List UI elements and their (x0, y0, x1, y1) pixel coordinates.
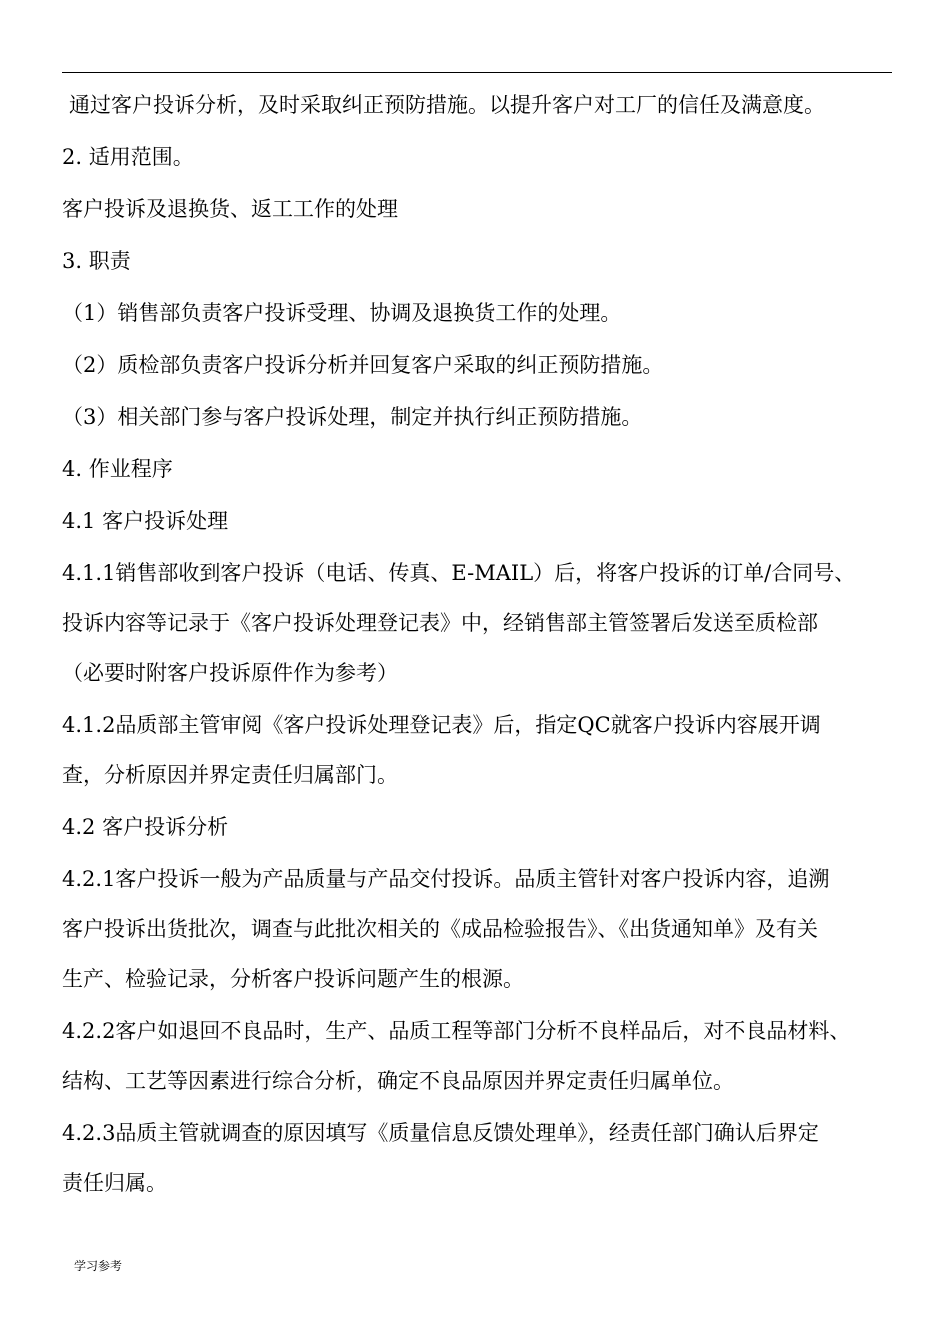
section-heading-procedure: 4. 作业程序 (62, 457, 173, 481)
header-rule (62, 72, 892, 73)
paragraph-line: 4.2.1客户投诉一般为产品质量与产品交付投诉。品质主管针对客户投诉内容，追溯 (62, 867, 830, 891)
paragraph-line: 客户投诉出货批次，调查与此批次相关的《成品检验报告》、《出货通知单》及有关 (62, 917, 818, 941)
paragraph-line: 通过客户投诉分析，及时采取纠正预防措施。以提升客户对工厂的信任及满意度。 (69, 93, 825, 117)
paragraph-line: 4.2.2客户如退回不良品时，生产、品质工程等部门分析不良样品后，对不良品材料、 (62, 1019, 851, 1043)
paragraph-line: 查，分析原因并界定责任归属部门。 (62, 763, 398, 787)
paragraph-line: （必要时附客户投诉原件作为参考） (62, 661, 398, 685)
paragraph-line: 4.1.1销售部收到客户投诉（电话、传真、E-MAIL）后，将客户投诉的订单/合同号、 (62, 561, 856, 585)
footer-note: 学习参考 (74, 1259, 123, 1273)
paragraph-line: 生产、检验记录，分析客户投诉问题产生的根源。 (62, 967, 524, 991)
subsection-heading: 4.1 客户投诉处理 (62, 509, 229, 533)
paragraph-line: 结构、工艺等因素进行综合分析，确定不良品原因并界定责任归属单位。 (62, 1069, 734, 1093)
paragraph-line: 客户投诉及退换货、返工工作的处理 (62, 197, 398, 221)
paragraph-line: 责任归属。 (62, 1171, 167, 1195)
paragraph-line: 4.2.3品质主管就调查的原因填写《质量信息反馈处理单》，经责任部门确认后界定 (62, 1121, 819, 1145)
paragraph-line: 4.1.2品质部主管审阅《客户投诉处理登记表》后，指定QC就客户投诉内容展开调 (62, 713, 821, 737)
list-item: （1）销售部负责客户投诉受理、协调及退换货工作的处理。 (62, 301, 622, 325)
list-item: （3）相关部门参与客户投诉处理，制定并执行纠正预防措施。 (62, 405, 643, 429)
section-heading-scope: 2. 适用范围。 (62, 145, 194, 169)
subsection-heading: 4.2 客户投诉分析 (62, 815, 229, 839)
paragraph-line: 投诉内容等记录于《客户投诉处理登记表》中，经销售部主管签署后发送至质检部 (62, 611, 818, 635)
section-heading-duties: 3. 职责 (62, 249, 131, 273)
list-item: （2）质检部负责客户投诉分析并回复客户采取的纠正预防措施。 (62, 353, 664, 377)
